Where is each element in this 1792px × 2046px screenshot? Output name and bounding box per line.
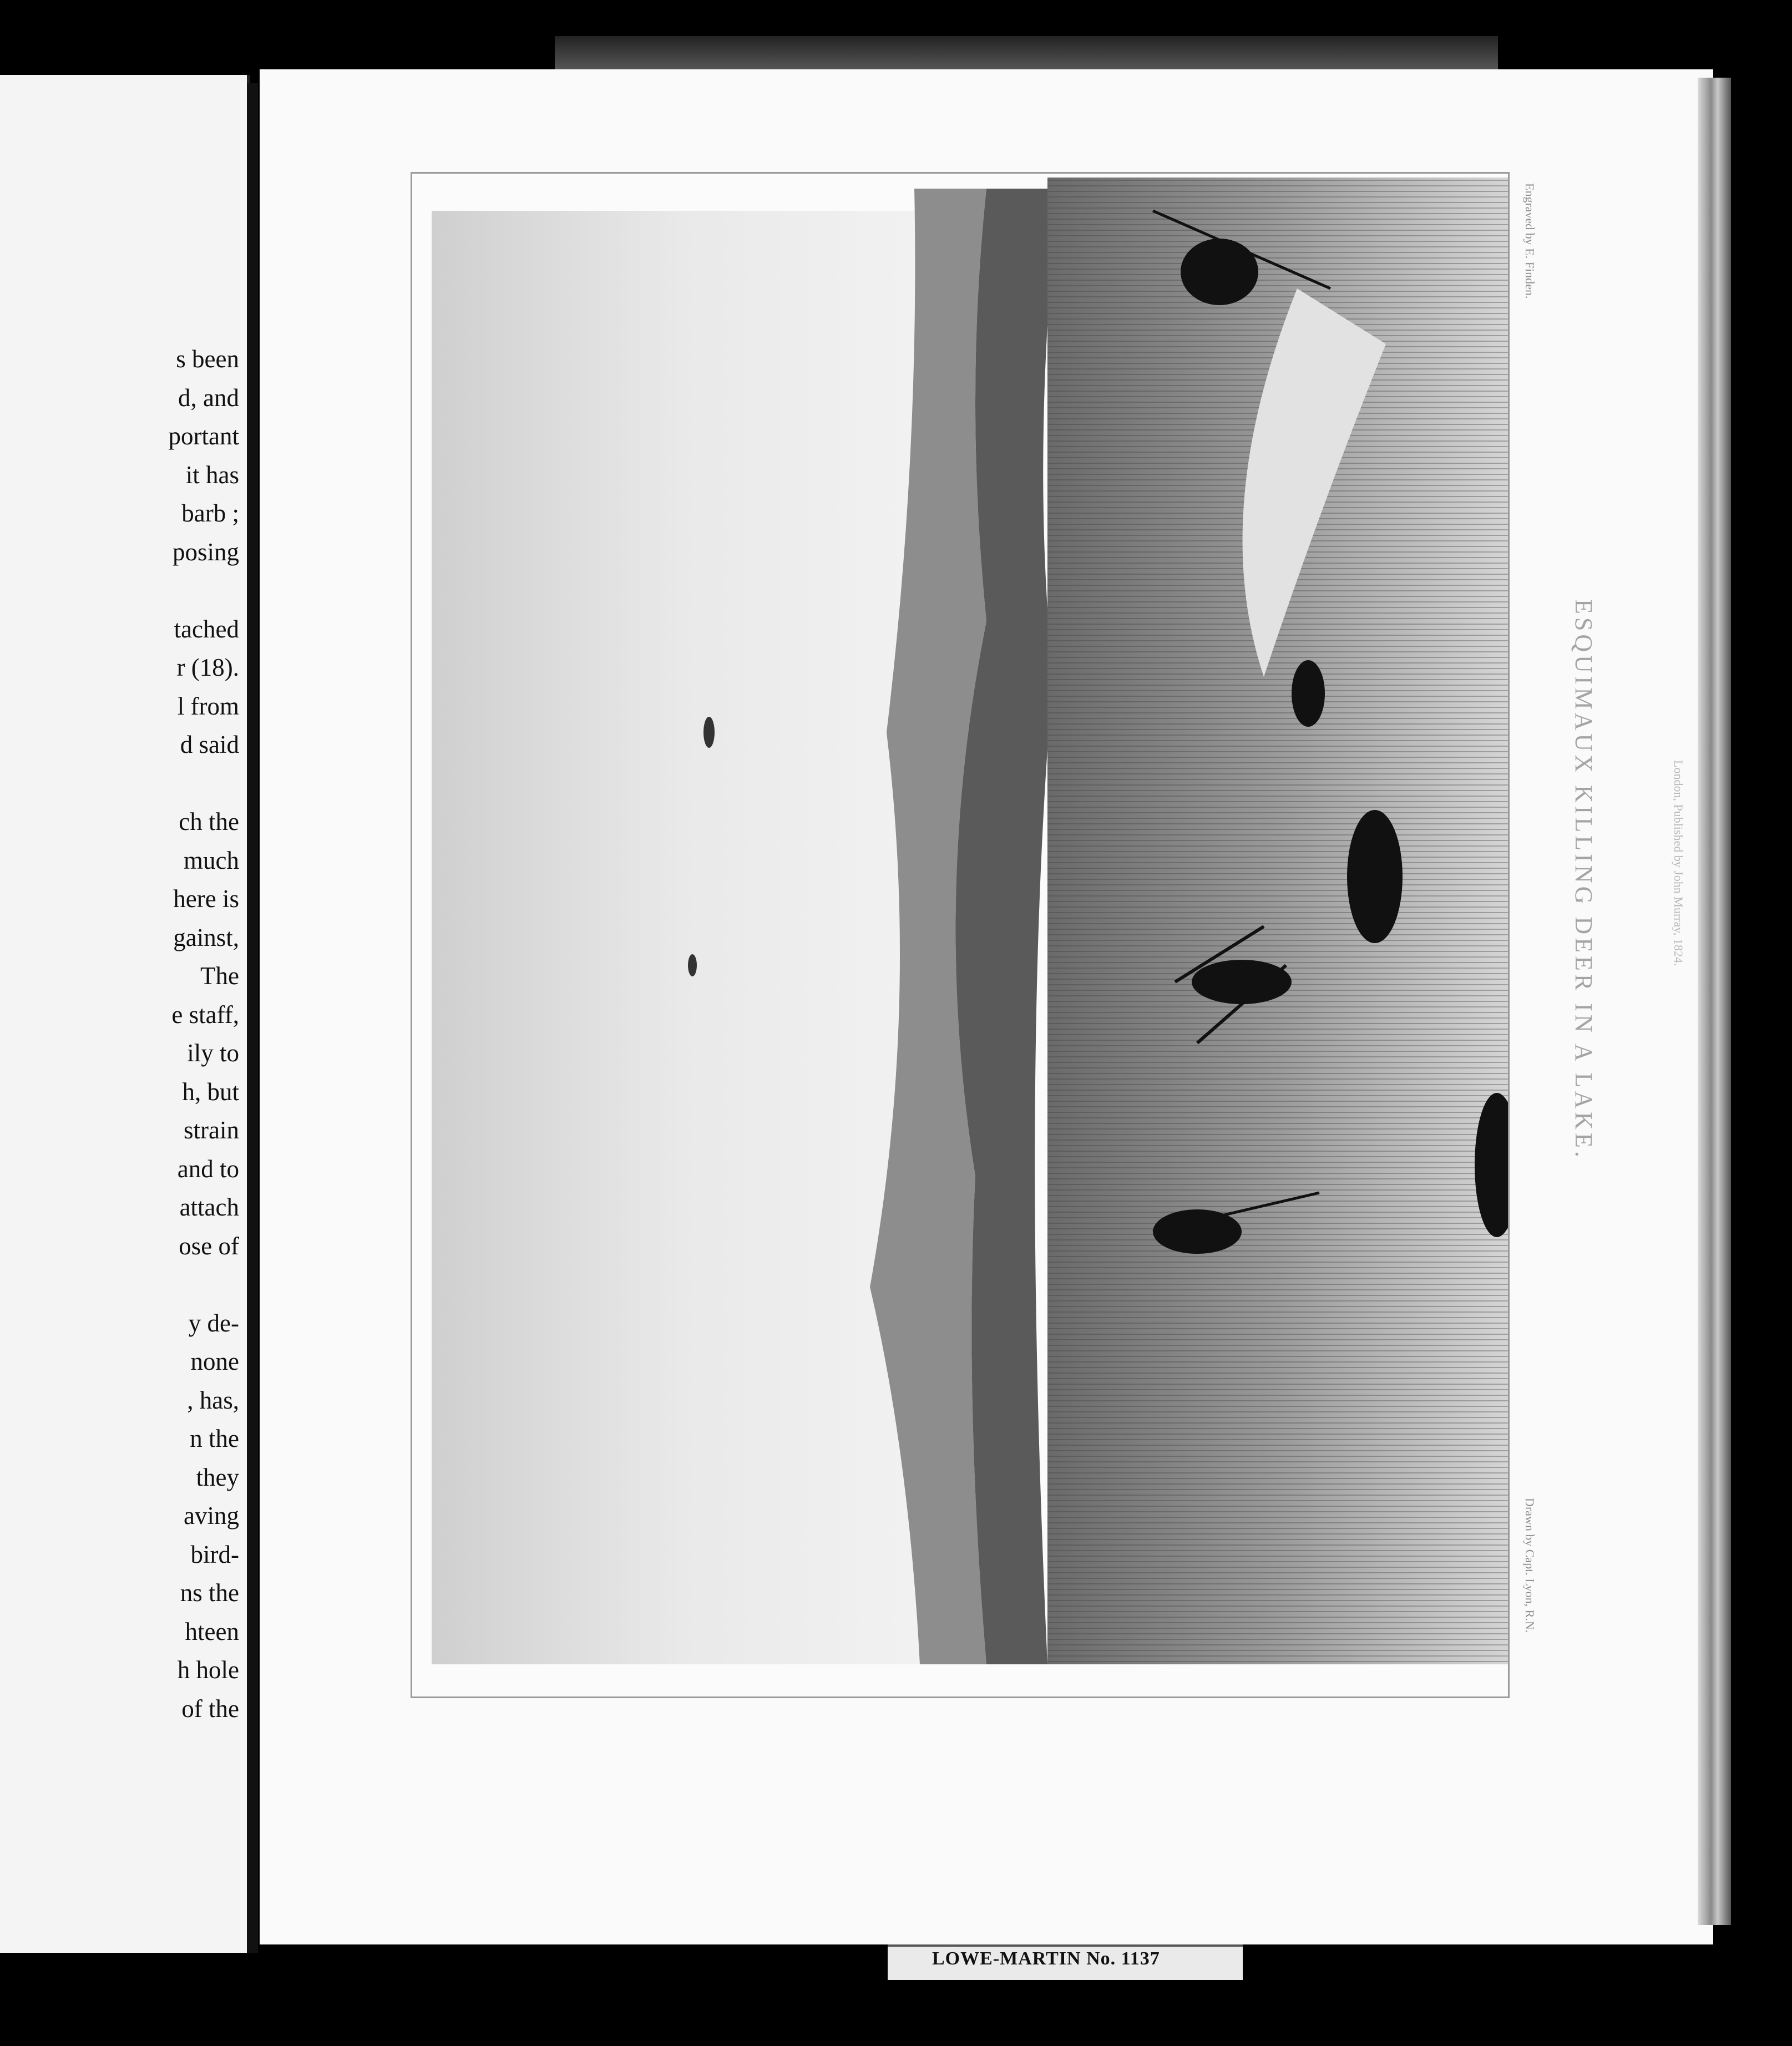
text-line: they bbox=[196, 1463, 239, 1491]
swimming-deer bbox=[1292, 660, 1325, 727]
kayak-hunter bbox=[1153, 1209, 1242, 1254]
text-line: attach bbox=[179, 1193, 239, 1221]
book-gutter bbox=[247, 83, 258, 1953]
text-line: none bbox=[190, 1348, 239, 1375]
text-line: l from bbox=[177, 692, 239, 720]
text-line: ch the bbox=[179, 808, 239, 835]
text-line: The bbox=[200, 962, 239, 990]
text-line: h hole bbox=[177, 1656, 239, 1684]
text-line: and to bbox=[177, 1154, 239, 1183]
text-line: much bbox=[184, 846, 239, 874]
text-line bbox=[169, 764, 239, 803]
hunter-top bbox=[1181, 239, 1258, 305]
text-line: d said bbox=[180, 731, 239, 758]
book-top-edge bbox=[555, 36, 1498, 69]
text-line: y de- bbox=[188, 1309, 239, 1337]
text-line: s been bbox=[176, 345, 239, 373]
text-line: h, but bbox=[182, 1077, 239, 1106]
plate-title: ESQUIMAUX KILLING DEER IN A LAKE. bbox=[1570, 599, 1597, 1161]
left-page-text bbox=[169, 340, 239, 1728]
text-line: ns the bbox=[180, 1579, 239, 1607]
text-line bbox=[169, 571, 239, 610]
left-page bbox=[0, 75, 250, 1953]
plate-publisher: London, Published by John Murray, 1824. bbox=[1672, 760, 1685, 966]
engraving-illustration bbox=[432, 178, 1508, 1664]
text-line: ily to bbox=[187, 1039, 239, 1067]
text-line: aving bbox=[184, 1502, 239, 1530]
text-line: portant bbox=[168, 422, 239, 450]
text-line: it has bbox=[185, 460, 239, 489]
swimming-deer bbox=[1347, 810, 1403, 943]
plate-credit-drawn: Drawn by Capt. Lyon, R.N. bbox=[1523, 1498, 1537, 1633]
kayak-hunter bbox=[1192, 960, 1292, 1004]
text-line: n the bbox=[190, 1425, 239, 1452]
text-line: ose of bbox=[179, 1232, 239, 1260]
bird bbox=[688, 954, 697, 976]
text-line: barb ; bbox=[181, 499, 239, 527]
text-line: hteen bbox=[185, 1617, 239, 1645]
text-line: e staff, bbox=[171, 1000, 239, 1029]
plate-credit-engraved: Engraved by E. Finden. bbox=[1523, 183, 1537, 299]
catalog-label-text: LOWE-MARTIN No. 1137 bbox=[932, 1948, 1160, 1969]
bird bbox=[703, 717, 715, 748]
text-line: gainst, bbox=[173, 923, 239, 951]
sky bbox=[432, 211, 931, 1664]
text-line: bird- bbox=[190, 1540, 239, 1568]
text-line bbox=[169, 1265, 239, 1304]
text-line: r (18). bbox=[176, 654, 239, 681]
text-line: posing bbox=[172, 538, 239, 566]
page-edges bbox=[1698, 78, 1731, 1925]
text-line: d, and bbox=[178, 383, 239, 412]
text-line: , has, bbox=[187, 1386, 239, 1414]
text-line: here is bbox=[173, 885, 239, 913]
text-line: tached bbox=[174, 615, 239, 643]
text-line: of the bbox=[181, 1694, 239, 1723]
text-line: strain bbox=[184, 1116, 239, 1144]
